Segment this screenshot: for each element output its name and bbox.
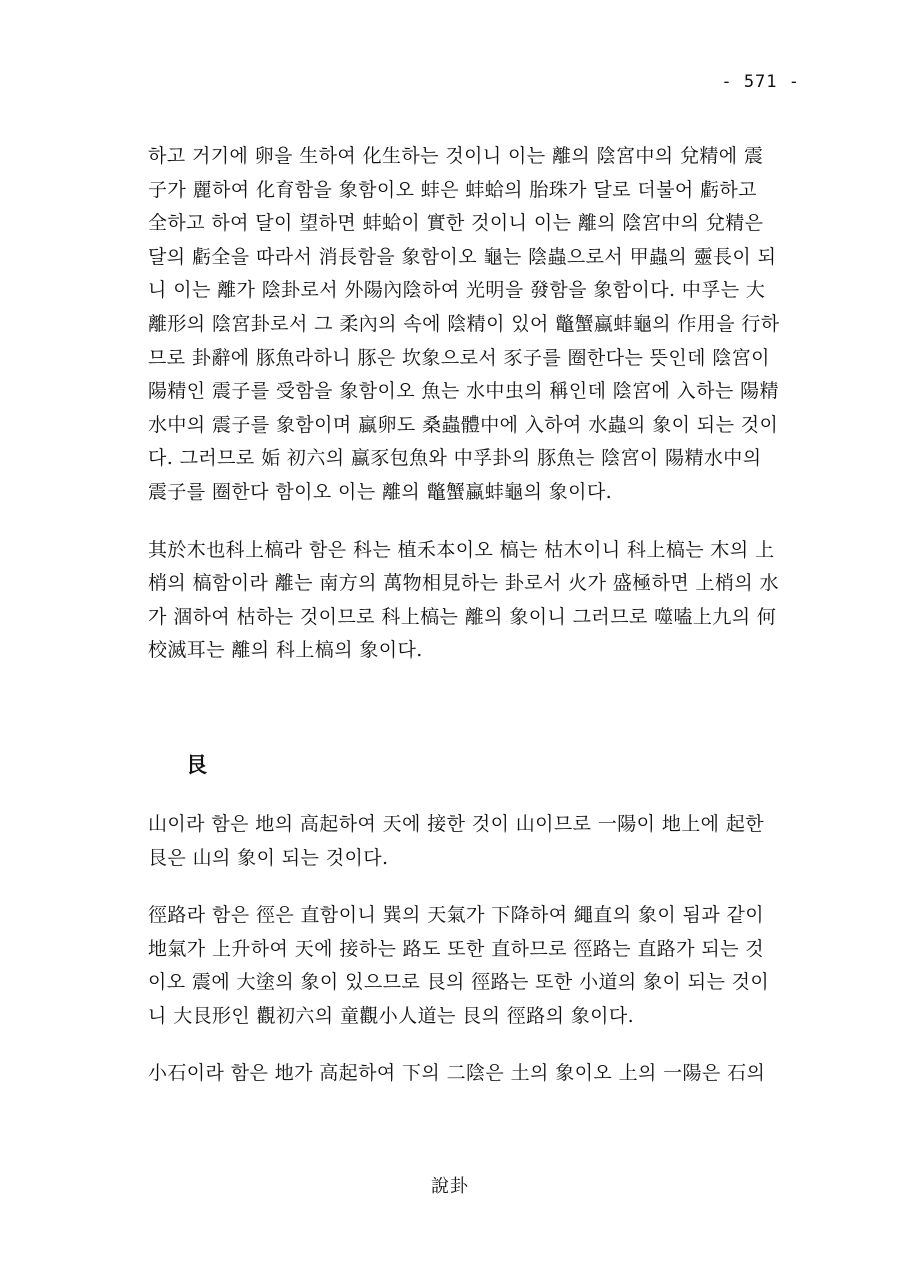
page-number: - 571 -	[721, 72, 800, 92]
page-footer: 說卦	[431, 1176, 469, 1197]
paragraph: 其於木也科上槁라 함은 科는 植禾本이오 槁는 枯木이니 科上槁는 木의 上 梢의 槁함이라 離는 南方의 萬物相見하는 卦로서 火가 盛極하면 上梢의 水 가 涸하여 枯하는 것이므로 科上槁는 離의 象이니 그러므로 噬嗑上九의 何 校滅耳는 離의 科上槁의 象이다.	[148, 538, 779, 662]
paragraph: 하고 거기에 卵을 生하여 化生하는 것이니 이는 離의 陰宮中의 兌精에 震 子가 麗하여 化育함을 象함이오 蚌은 蚌蛤의 胎珠가 달로 더불어 虧하고 全하고 하여 달이 望하면 蚌蛤이 實한 것이니 이는 離의 陰宮中의 兌精은 달의 虧全을 따라서 消長함을 象함이오 龜는 陰蟲으로서 甲蟲의 靈長이 되 니 이는 離가 陰卦로서 外陽內陰하여 光明을 發함을 象함이다. 中孚는 大 離形의 陰宮卦로서 그 柔內의 속에 陰精이 있어 鼈蟹蠃蚌龜의 作用을 行하 므로 卦辭에 豚魚라하니 豚은 坎象으로서 豕子를 圈한다는 뜻인데 陰宮이 陽精인 震子를 受함을 象함이오 魚는 水中虫의 稱인데 陰宮에 入하는 陽精 水中의 震子를 象함이며 蠃卵도 桑蟲體中에 入하여 水蟲의 象이 되는 것이 다. 그러므로 姤 初六의 蠃豕包魚와 中孚卦의 豚魚는 陰宮이 陽精水中의 震子를 圈한다 함이오 이는 離의 鼈蟹蠃蚌龜의 象이다.	[148, 145, 780, 503]
paragraph: 小石이라 함은 地가 高起하여 下의 二陰은 土의 象이오 上의 一陽은 石의	[148, 1062, 766, 1085]
paragraph: 徑路라 함은 徑은 直함이니 巽의 天氣가 下降하여 繩直의 象이 됨과 같이 地氣가 上升하여 天에 接하는 路도 또한 直하므로 徑路는 直路가 되는 것 이오 震에 大塗의 象이 있으므로 艮의 徑路는 또한 小道의 象이 되는 것이 니 大艮形인 觀初六의 童觀小人道는 艮의 徑路의 象이다.	[148, 904, 770, 1027]
paragraph: 山이라 함은 地의 高起하여 天에 接한 것이 山이므로 一陽이 地上에 起한 艮은 山의 象이 되는 것이다.	[148, 812, 765, 869]
page-content	[148, 140, 808, 1091]
section-heading: 艮	[186, 751, 207, 777]
